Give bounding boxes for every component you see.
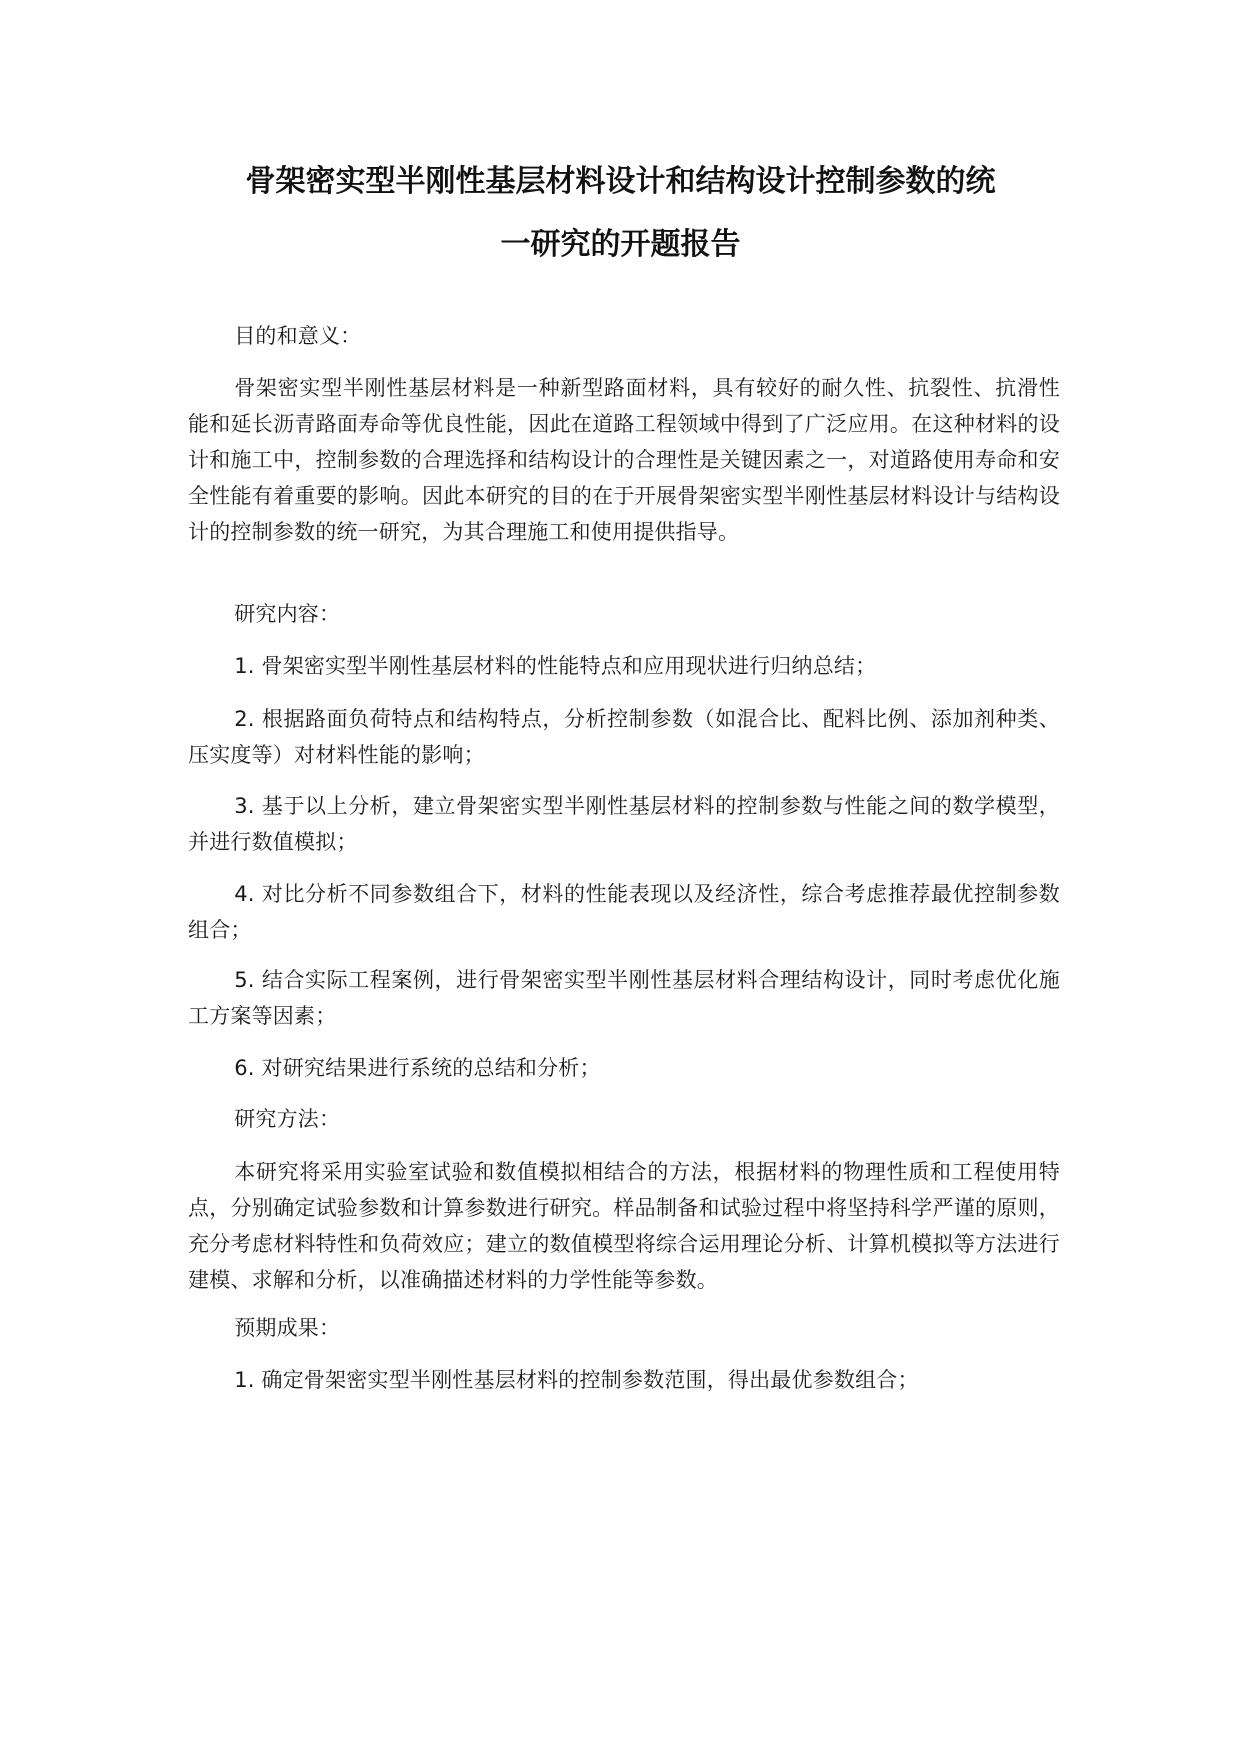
- list-item-content-5: 5. 结合实际工程案例，进行骨架密实型半刚性基层材料合理结构设计，同时考虑优化施工方案等因素；: [188, 968, 1060, 1028]
- section-heading-purpose: 目的和意义：: [234, 324, 362, 348]
- section-heading-content: 研究内容：: [234, 602, 341, 626]
- list-item-content-4: 4. 对比分析不同参数组合下，材料的性能表现以及经济性，综合考虑推荐最优控制参数组合；: [188, 882, 1060, 942]
- list-item-content-2: 2. 根据路面负荷特点和结构特点，分析控制参数（如混合比、配料比例、添加剂种类、压实度等）对材料性能的影响；: [188, 707, 1060, 767]
- document-title-line-2: 一研究的开题报告: [500, 227, 741, 262]
- paragraph-method: 本研究将采用实验室试验和数值模拟相结合的方法，根据材料的物理性质和工程使用特点，分别确定试验参数和计算参数进行研究。样品制备和试验过程中将坚持科学严谨的原则，充分考虑材料特性和负荷效应；建立的数值模型将综合运用理论分析、计算机模拟等方法进行建模、求解和分析，以准确描述材料的力学性能等参数。: [188, 1160, 1060, 1292]
- list-item-content-1: 1. 骨架密实型半刚性基层材料的性能特点和应用现状进行归纳总结；: [234, 654, 877, 678]
- section-heading-outcomes: 预期成果：: [234, 1316, 341, 1340]
- list-item-outcome-1: 1. 确定骨架密实型半刚性基层材料的控制参数范围，得出最优参数组合；: [234, 1368, 919, 1392]
- section-heading-method: 研究方法：: [234, 1107, 341, 1131]
- list-item-content-6: 6. 对研究结果进行系统的总结和分析；: [234, 1056, 601, 1080]
- list-item-content-3: 3. 基于以上分析，建立骨架密实型半刚性基层材料的控制参数与性能之间的数学模型，并进行数值模拟；: [188, 794, 1060, 854]
- document-title-line-1: 骨架密实型半刚性基层材料设计和结构设计控制参数的统: [245, 164, 996, 199]
- paragraph-purpose: 骨架密实型半刚性基层材料是一种新型路面材料，具有较好的耐久性、抗裂性、抗滑性能和延长沥青路面寿命等优良性能，因此在道路工程领域中得到了广泛应用。在这种材料的设计和施工中，控制参数的合理选择和结构设计的合理性是关键因素之一，对道路使用寿命和安全性能有着重要的影响。因此本研究的目的在于开展骨架密实型半刚性基层材料设计与结构设计的控制参数的统一研究，为其合理施工和使用提供指导。: [188, 376, 1060, 544]
